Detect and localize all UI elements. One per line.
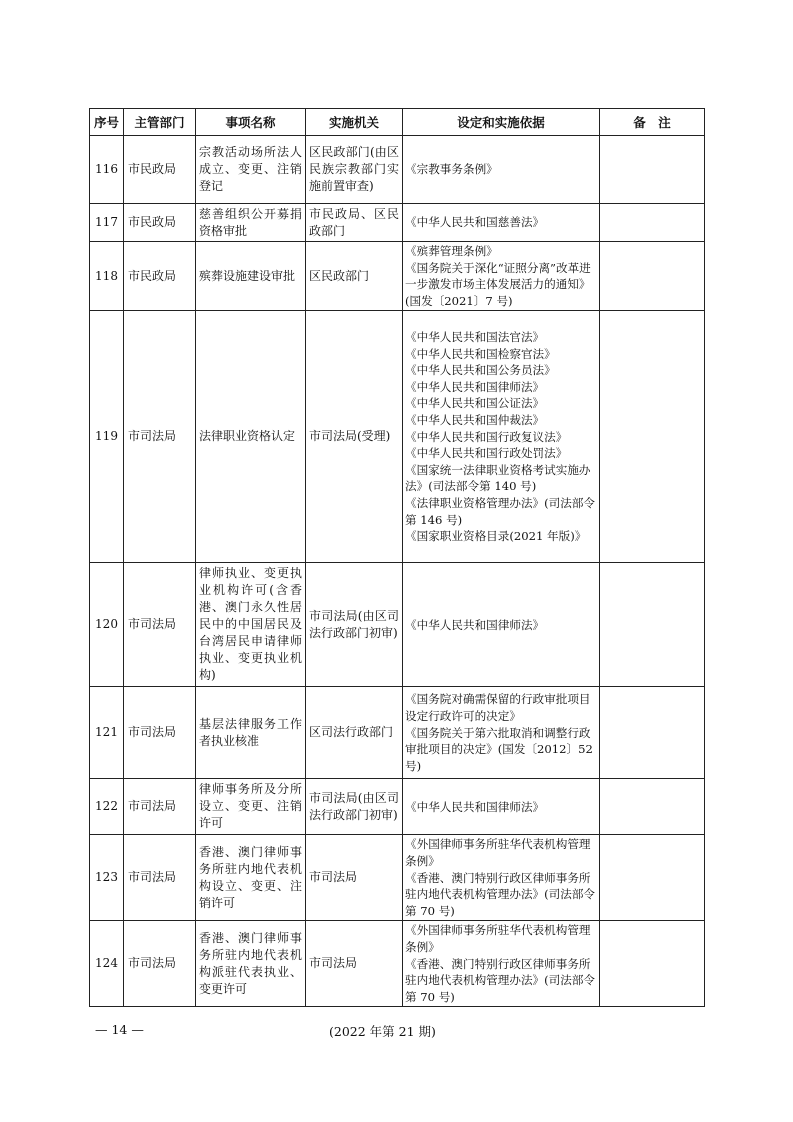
table-row [90, 835, 705, 921]
row-item-name: 基层法律服务工作者执业核准 [196, 687, 306, 779]
row-item-name: 香港、澳门律师事务所驻内地代表机构设立、变更、注销许可 [196, 835, 306, 921]
row-legal-basis [403, 311, 600, 563]
row-department: 市司法局 [124, 921, 196, 1007]
header-item-name: 事项名称 [196, 109, 306, 136]
legal-basis-line: 《中华人民共和国行政复议法》 [405, 429, 568, 444]
row-item-name: 律师事务所及分所设立、变更、注销许可 [196, 779, 306, 835]
approval-items-table [89, 108, 705, 1007]
legal-basis-line: 《国家统一法律职业资格考试实施办法》(司法部令第 140 号) [405, 462, 591, 494]
row-implementing-agency: 市民政局、区民政部门 [306, 204, 403, 242]
legal-basis-line: 《中华人民共和国律师法》 [405, 617, 545, 632]
legal-basis-line: 《中华人民共和国律师法》 [405, 379, 545, 394]
row-serial-number: 123 [90, 835, 124, 921]
legal-basis-line: 《国务院对确需保留的行政审批项目设定行政许可的决定》 [405, 692, 591, 723]
legal-basis-line: 《中华人民共和国慈善法》 [405, 215, 545, 230]
table-body [90, 136, 705, 1007]
legal-basis-line: 《香港、澳门特别行政区律师事务所驻内地代表机构管理办法》(司法部令第 70 号) [405, 956, 596, 1004]
table-row [90, 136, 705, 204]
legal-basis-line: 《中华人民共和国公务员法》 [405, 363, 556, 378]
row-department: 市司法局 [124, 687, 196, 779]
header-serial-number: 序号 [90, 109, 124, 136]
row-item-name: 香港、澳门律师事务所驻内地代表机构派驻代表执业、变更许可 [196, 921, 306, 1007]
row-remarks [600, 779, 705, 835]
row-implementing-agency: 区司法行政部门 [306, 687, 403, 779]
row-legal-basis [403, 242, 600, 311]
row-legal-basis [403, 136, 600, 204]
legal-basis-line: 《中华人民共和国公证法》 [405, 396, 545, 411]
header-remarks: 备 注 [600, 109, 705, 136]
legal-basis-line: 《外国律师事务所驻华代表机构管理条例》 [405, 837, 591, 868]
legal-basis-line: 《中华人民共和国仲裁法》 [405, 412, 545, 427]
legal-basis-line: 《殡葬管理条例》 [405, 244, 498, 258]
row-remarks [600, 204, 705, 242]
row-department: 市民政局 [124, 204, 196, 242]
row-remarks [600, 921, 705, 1007]
legal-basis-line: 《国务院关于第六批取消和调整行政审批项目的决定》(国发〔2012〕52 号) [405, 725, 593, 773]
row-department: 市民政局 [124, 242, 196, 311]
row-serial-number: 116 [90, 136, 124, 204]
header-legal-basis: 设定和实施依据 [403, 109, 600, 136]
table-row [90, 921, 705, 1007]
legal-basis-line: 《宗教事务条例》 [405, 162, 498, 177]
row-item-name: 律师执业、变更执业机构许可(含香港、澳门永久性居民中的中国居民及台湾居民申请律师执业、变更执业机构) [196, 563, 306, 687]
legal-basis-line: 《中华人民共和国法官法》 [405, 330, 545, 345]
row-department: 市司法局 [124, 563, 196, 687]
row-serial-number: 119 [90, 311, 124, 563]
legal-basis-line: 《中华人民共和国检察官法》 [405, 346, 556, 361]
row-remarks [600, 136, 705, 204]
row-remarks [600, 687, 705, 779]
document-page [89, 108, 704, 1007]
row-serial-number: 117 [90, 204, 124, 242]
table-row [90, 204, 705, 242]
row-department: 市司法局 [124, 779, 196, 835]
header-department: 主管部门 [124, 109, 196, 136]
table-row [90, 779, 705, 835]
row-implementing-agency: 市司法局 [306, 921, 403, 1007]
header-implementing-agency: 实施机关 [306, 109, 403, 136]
page-number: — 14 — [95, 1022, 144, 1037]
row-legal-basis [403, 687, 600, 779]
table-header-row [90, 109, 705, 136]
table-row [90, 687, 705, 779]
row-item-name: 宗教活动场所法人成立、变更、注销登记 [196, 136, 306, 204]
row-serial-number: 124 [90, 921, 124, 1007]
row-remarks [600, 311, 705, 563]
row-implementing-agency: 区民政部门(由区民族宗教部门实施前置审查) [306, 136, 403, 204]
row-legal-basis [403, 779, 600, 835]
table-row [90, 311, 705, 563]
legal-basis-line: 《外国律师事务所驻华代表机构管理条例》 [405, 923, 591, 954]
row-legal-basis [403, 563, 600, 687]
row-serial-number: 122 [90, 779, 124, 835]
row-legal-basis [403, 204, 600, 242]
legal-basis-line: 《法律职业资格管理办法》(司法部令第 146 号) [405, 495, 596, 527]
legal-basis-line: 《国务院关于深化“证照分离”改革进一步激发市场主体发展活力的通知》(国发〔2021〕7 号) [405, 260, 591, 308]
row-implementing-agency: 市司法局(受理) [306, 311, 403, 563]
table-row [90, 242, 705, 311]
row-legal-basis [403, 921, 600, 1007]
row-implementing-agency: 市司法局 [306, 835, 403, 921]
issue-label: (2022 年第 21 期) [329, 1024, 436, 1039]
row-department: 市司法局 [124, 835, 196, 921]
row-implementing-agency: 市司法局(由区司法行政部门初审) [306, 563, 403, 687]
legal-basis-line: 《中华人民共和国律师法》 [405, 799, 545, 814]
row-serial-number: 121 [90, 687, 124, 779]
row-remarks [600, 563, 705, 687]
legal-basis-line: 《香港、澳门特别行政区律师事务所驻内地代表机构管理办法》(司法部令第 70 号) [405, 870, 596, 918]
row-department: 市司法局 [124, 311, 196, 563]
legal-basis-line: 《中华人民共和国行政处罚法》 [405, 446, 568, 461]
row-implementing-agency: 市司法局(由区司法行政部门初审) [306, 779, 403, 835]
row-remarks [600, 242, 705, 311]
row-item-name: 法律职业资格认定 [196, 311, 306, 563]
row-serial-number: 118 [90, 242, 124, 311]
page-footer [89, 1022, 704, 1042]
row-remarks [600, 835, 705, 921]
row-implementing-agency: 区民政部门 [306, 242, 403, 311]
row-legal-basis [403, 835, 600, 921]
legal-basis-line: 《国家职业资格目录(2021 年版)》 [405, 529, 587, 544]
row-serial-number: 120 [90, 563, 124, 687]
row-item-name: 殡葬设施建设审批 [196, 242, 306, 311]
row-department: 市民政局 [124, 136, 196, 204]
row-item-name: 慈善组织公开募捐资格审批 [196, 204, 306, 242]
table-row [90, 563, 705, 687]
